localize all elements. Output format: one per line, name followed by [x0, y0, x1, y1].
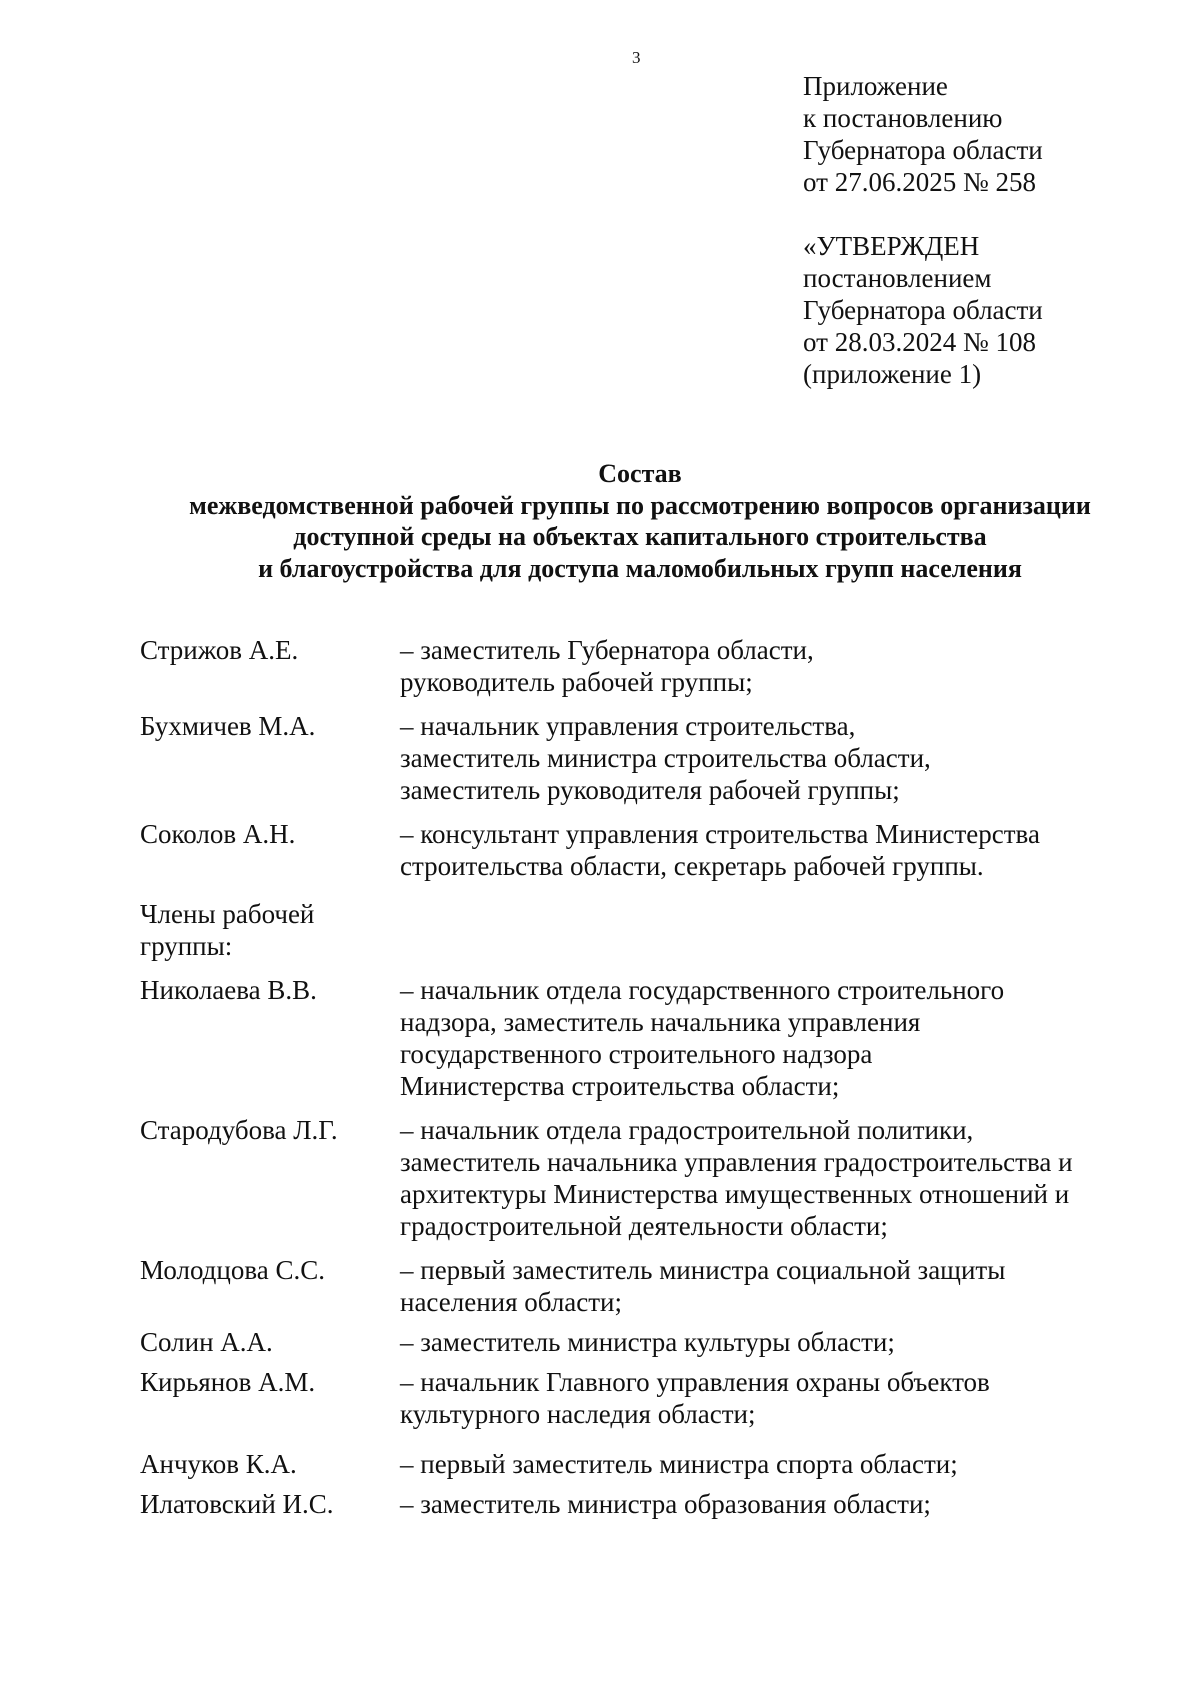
- members-label: [140, 898, 400, 962]
- role-line: заместитель начальника управления градостроительства и: [400, 1147, 1073, 1177]
- member-name: Стародубова Л.Г.: [140, 1115, 338, 1145]
- member-row: [140, 974, 1140, 1102]
- role-line: строительства области, секретарь рабочей группы.: [400, 851, 984, 881]
- title-line: доступной среды на объектах капитального строительства: [293, 522, 987, 551]
- role-line: архитектуры Министерства имущественных отношений и: [400, 1179, 1070, 1209]
- title-line: межведомственной рабочей группы по рассмотрению вопросов организации: [189, 490, 1091, 520]
- member-row: [140, 1254, 1140, 1318]
- member-name: Николаева В.В.: [140, 975, 317, 1005]
- approval-stamp-text: [803, 230, 1043, 390]
- appendix-line: Губернатора области: [803, 135, 1043, 165]
- role-line: – заместитель министра образования области;: [400, 1489, 931, 1519]
- member-name: Кирьянов А.М.: [140, 1367, 316, 1397]
- label-line: группы:: [140, 931, 233, 961]
- member-role: [400, 1448, 1140, 1480]
- member-row: [140, 1448, 1140, 1480]
- title-line: и благоустройства для доступа маломобильных групп населения: [258, 553, 1022, 583]
- member-name: Анчуков К.А.: [140, 1449, 297, 1479]
- page-number: 3: [632, 48, 641, 67]
- appendix-line: Приложение: [803, 71, 948, 101]
- member-role: [400, 1254, 1140, 1318]
- approval-line: (приложение 1): [803, 359, 982, 389]
- member-row: [140, 634, 1140, 698]
- member-row: [140, 818, 1140, 882]
- member-role: [400, 1488, 1140, 1520]
- role-line: – первый заместитель министра социальной защиты: [400, 1255, 1006, 1285]
- member-name: Бухмичев М.А.: [140, 711, 316, 741]
- member-name: Стрижов А.Е.: [140, 635, 299, 665]
- member-role: [400, 1326, 1140, 1358]
- appendix-reference: [803, 70, 1043, 198]
- member-row: [140, 710, 1140, 806]
- member-role: [400, 974, 1140, 1102]
- role-line: населения области;: [400, 1287, 623, 1317]
- document-title: [0, 458, 1200, 584]
- member-row: [140, 1366, 1140, 1430]
- role-line: – начальник Главного управления охраны объектов: [400, 1367, 990, 1397]
- member-row: [140, 1488, 1140, 1520]
- approval-line: от 28.03.2024 № 108: [803, 327, 1036, 357]
- approval-line: Губернатора области: [803, 295, 1043, 325]
- member-name: Солин А.А.: [140, 1327, 273, 1357]
- role-line: надзора, заместитель начальника управления: [400, 1007, 921, 1037]
- role-line: заместитель министра строительства области,: [400, 743, 931, 773]
- role-line: заместитель руководителя рабочей группы;: [400, 775, 900, 805]
- role-line: – консультант управления строительства Министерства: [400, 819, 1040, 849]
- role-line: государственного строительного надзора: [400, 1039, 873, 1069]
- members-list: [140, 634, 1140, 1520]
- member-role: [400, 1366, 1140, 1430]
- member-role: [400, 818, 1140, 882]
- appendix-line: к постановлению: [803, 103, 1003, 133]
- role-line: градостроительной деятельности области;: [400, 1211, 888, 1241]
- role-line: – начальник отдела государственного строительного: [400, 975, 1005, 1005]
- approval-line: постановлением: [803, 263, 992, 293]
- approval-line: «УТВЕРЖДЕН: [803, 231, 980, 261]
- role-line: руководитель рабочей группы;: [400, 667, 753, 697]
- member-role: [400, 710, 1140, 806]
- label-line: Члены рабочей: [140, 899, 315, 929]
- role-line: – заместитель министра культуры области;: [400, 1327, 895, 1357]
- member-role: [400, 634, 1140, 698]
- member-name: Илатовский И.С.: [140, 1489, 334, 1519]
- member-name: Соколов А.Н.: [140, 819, 296, 849]
- role-line: – первый заместитель министра спорта области;: [400, 1449, 958, 1479]
- appendix-line: от 27.06.2025 № 258: [803, 167, 1036, 197]
- role-line: – начальник управления строительства,: [400, 711, 856, 741]
- role-line: – заместитель Губернатора области,: [400, 635, 814, 665]
- role-line: Министерства строительства области;: [400, 1071, 840, 1101]
- title-line: Состав: [598, 459, 682, 488]
- role-line: культурного наследия области;: [400, 1399, 756, 1429]
- member-name: Молодцова С.С.: [140, 1255, 326, 1285]
- member-role: [400, 1114, 1140, 1242]
- member-row: [140, 1114, 1140, 1242]
- members-section-label: [140, 898, 1140, 962]
- member-row: [140, 1326, 1140, 1358]
- role-line: – начальник отдела градостроительной политики,: [400, 1115, 974, 1145]
